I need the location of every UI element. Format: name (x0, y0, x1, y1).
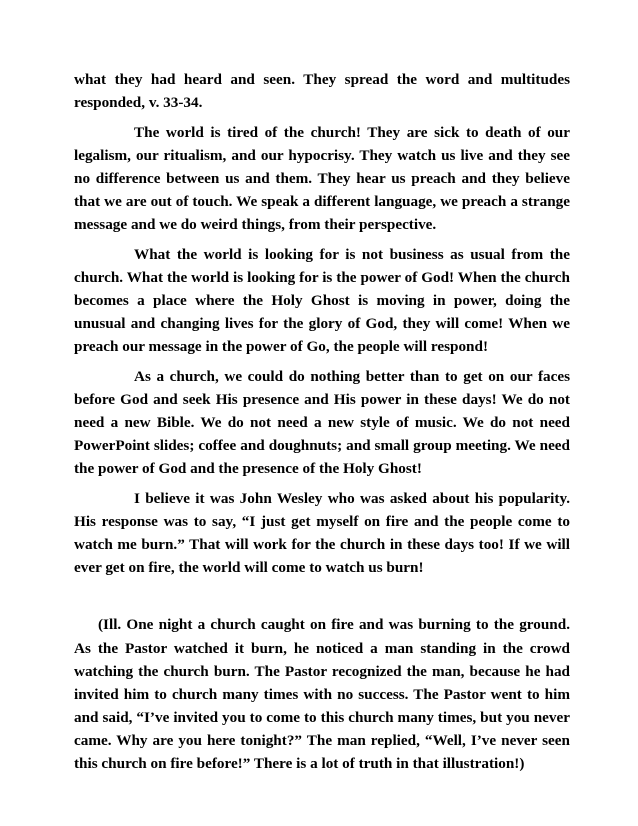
paragraph-continuation: what they had heard and seen. They spread the word and multitudes responded, v. 33-34. (74, 71, 570, 112)
paragraph-john-wesley: I believe it was John Wesley who was asked about his popularity. His response was to say, “I just get myself on fire and the people come to watch me burn.” That will work for the church in these days too! If we will ever get on fire, the world will come to watch us burn! (74, 489, 570, 576)
paragraph-illustration: (Ill. One night a church caught on fire and was burning to the ground. As the Pastor watched it burn, he noticed a man standing in the crowd watching the church burn. The Pastor recognized the man, because he had invited him to church many times with no success. The Pastor went to him and said, “I’ve invited you to come to this church many times, but you never came. Why are you here tonight?” The man replied, “Well, I’ve never seen this church on fire before!” There is a lot of truth in that illustration!) (74, 616, 570, 773)
paragraph-world-tired: The world is tired of the church! They are sick to death of our legalism, our ritualism, and our hypocrisy. They watch us live and they see no difference between us and them. They hear us preach and they believe that we are out of touch. We speak a different language, we preach a strange message and we do weird things, from their perspective. (74, 123, 570, 234)
paragraph-as-a-church: As a church, we could do nothing better than to get on our faces before God and seek His presence and His power in these days! We do not need a new Bible. We do not need a new style of music. We do not need PowerPoint slides; coffee and doughnuts; and small group meeting. We need the power of God and the presence of the Holy Ghost! (74, 367, 570, 477)
paragraph-gap (74, 585, 570, 613)
paragraph-world-looking: What the world is looking for is not business as usual from the church. What the world is looking for is the power of God! When the church becomes a place where the Holy Ghost is moving in power, doing the unusual and changing lives for the glory of God, they will come! When we preach our message in the power of Go, the people will respond! (74, 245, 570, 356)
document-page (74, 68, 570, 782)
